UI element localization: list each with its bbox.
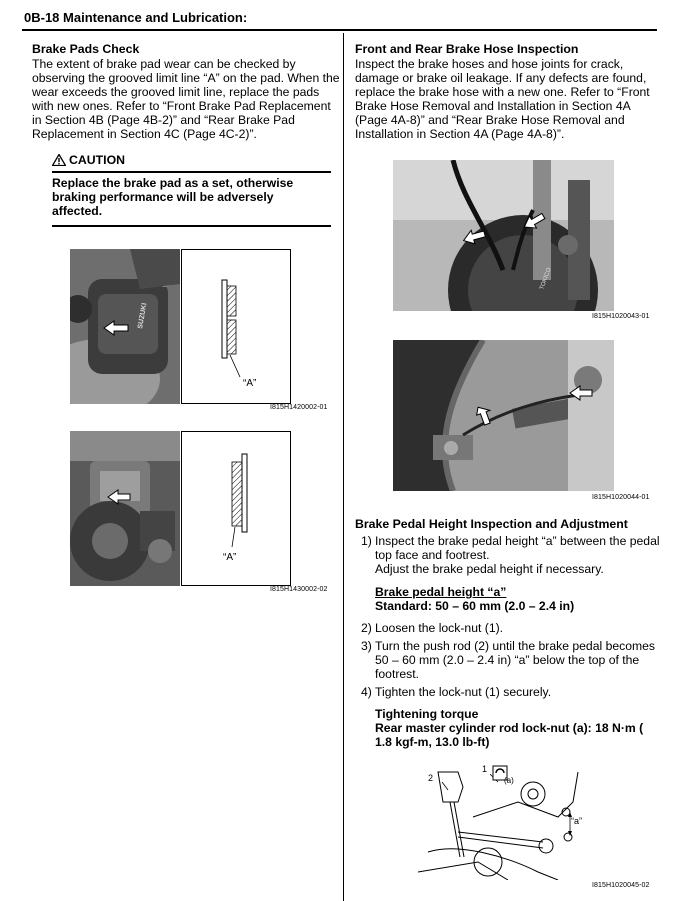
svg-text:TOKICO: TOKICO	[539, 267, 553, 291]
step-3-number: 3)	[361, 639, 372, 653]
front-pad-diagram	[181, 249, 291, 404]
step-line: Adjust the brake pedal height if necessary.	[375, 562, 604, 576]
warning-triangle-icon	[52, 154, 66, 166]
step-line: Inspect the brake pedal height “a” between the pedal	[375, 534, 660, 548]
torque-title: Tightening torque	[375, 707, 479, 721]
figure5-label-a-dimension: “a”	[571, 816, 582, 826]
hose-inspection-heading: Front and Rear Brake Hose Inspection	[355, 42, 579, 56]
torque-line: Rear master cylinder rod lock-nut (a): 18 N·m (	[375, 721, 644, 735]
paragraph-line: with new ones. Refer to “Front Brake Pad Replacement	[32, 99, 331, 113]
brake-pads-paragraph	[32, 57, 340, 141]
caution-text	[52, 176, 293, 218]
figure4-id: I815H1020044-01	[592, 494, 650, 501]
pedal-height-spec-title: Brake pedal height “a”	[375, 585, 507, 599]
rear-caliper-photo	[70, 431, 180, 586]
torque-spec	[375, 721, 643, 749]
paragraph-line: observing the grooved limit line “A” on the pad. When the	[32, 71, 340, 85]
figure3-id: I815H1020043-01	[592, 313, 650, 320]
step-line: footrest.	[375, 667, 420, 681]
caution-bottom-rule	[52, 225, 331, 227]
pedal-height-spec-value: Standard: 50 – 60 mm (2.0 – 2.4 in)	[375, 599, 575, 613]
caution-line: affected.	[52, 204, 103, 218]
step-1-text	[375, 534, 660, 576]
paragraph-line: (Page 4A-8)” and “Rear Brake Hose Removal and	[355, 113, 625, 127]
rear-brake-hose-photo	[393, 340, 614, 491]
step-line: 50 – 60 mm (2.0 – 2.4 in) “a” below the top of the	[375, 653, 640, 667]
brake-pads-heading: Brake Pads Check	[32, 42, 140, 56]
caution-top-rule	[52, 171, 331, 173]
page-header-title: 0B-18 Maintenance and Lubrication:	[24, 10, 248, 25]
step-3-text	[375, 639, 655, 681]
step-2-text: Loosen the lock-nut (1).	[375, 621, 504, 635]
paragraph-line: in Section 4B (Page 4B-2)” and “Rear Brake Pad	[32, 113, 295, 127]
paragraph-line: Installation in Section 4A (Page 4A-8)”.	[355, 127, 565, 141]
caution-line: braking performance will be adversely	[52, 190, 274, 204]
column-divider	[343, 33, 344, 901]
paragraph-line: damage or brake oil leakage. If any defects are found,	[355, 71, 647, 85]
caution-line: Replace the brake pad as a set, otherwise	[52, 176, 294, 190]
step-2-number: 2)	[361, 621, 372, 635]
front-brake-hose-photo	[393, 160, 614, 311]
header-rule	[22, 29, 657, 31]
figure2-label-a: “A”	[223, 552, 237, 563]
paragraph-line: wear exceeds the grooved limit line, replace the pads	[32, 85, 320, 99]
brake-pedal-heading: Brake Pedal Height Inspection and Adjustment	[355, 517, 628, 531]
paragraph-line: Brake Hose Removal and Installation in Section 4A	[355, 99, 631, 113]
torque-line: 1.8 kgf-m, 13.0 lb-ft)	[375, 735, 490, 749]
figure2-id: I815H1430002-02	[270, 586, 328, 593]
step-line: top face and footrest.	[375, 548, 490, 562]
figure5-label-2: 2	[428, 773, 434, 783]
step-1-number: 1)	[361, 534, 372, 548]
paragraph-line: The extent of brake pad wear can be checked by	[32, 57, 296, 71]
paragraph-line: Inspect the brake hoses and hose joints for crack,	[355, 57, 624, 71]
caution-title	[52, 153, 125, 167]
figure1-label-a: “A”	[243, 378, 257, 389]
step-line: Turn the push rod (2) until the brake pedal becomes	[375, 639, 656, 653]
figure5-label-a-callout: (a)	[504, 776, 514, 785]
figure5-label-1: 1	[482, 764, 488, 774]
paragraph-line: Replacement in Section 4C (Page 4C-2)”.	[32, 127, 257, 141]
paragraph-line: replace the brake hose with a new one. Refer to “Front	[355, 85, 650, 99]
step-4-number: 4)	[361, 685, 372, 699]
front-caliper-photo	[70, 249, 180, 404]
hose-inspection-paragraph	[355, 57, 650, 141]
step-4-text: Tighten the lock-nut (1) securely.	[375, 685, 552, 699]
caution-label: CAUTION	[69, 153, 126, 167]
svg-text:SUZUKI: SUZUKI	[137, 302, 149, 330]
figure5-id: I815H1020045-02	[592, 882, 650, 889]
figure1-id: I815H1420002-01	[270, 404, 328, 411]
